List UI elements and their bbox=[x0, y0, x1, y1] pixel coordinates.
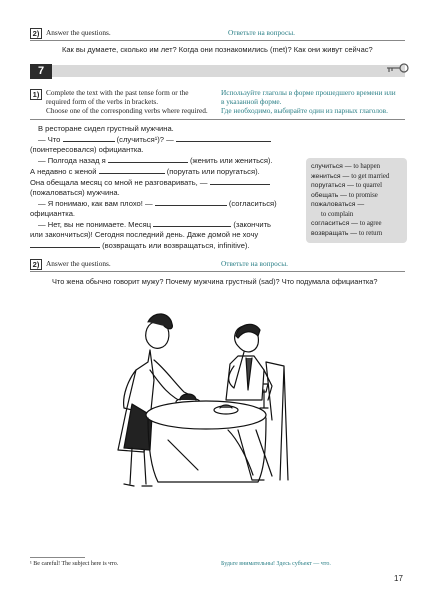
answer-blank[interactable] bbox=[153, 219, 231, 227]
lesson-number: 7 bbox=[30, 64, 52, 79]
text-line: (возвращать или возвращаться, infinitive). bbox=[30, 240, 298, 251]
footnote-divider bbox=[30, 557, 85, 558]
divider bbox=[30, 119, 405, 120]
instruction-ru: Ответьте на вопросы. bbox=[228, 28, 295, 37]
vocab-entry: согласиться — to agree bbox=[311, 220, 382, 227]
answer-blank[interactable] bbox=[155, 198, 227, 206]
vocab-entry: поругаться — to quarrel bbox=[311, 182, 383, 189]
answer-blank[interactable] bbox=[176, 134, 271, 142]
page-number: 17 bbox=[394, 574, 403, 583]
divider bbox=[30, 40, 405, 41]
answer-blank[interactable] bbox=[210, 177, 270, 185]
answer-blank[interactable] bbox=[99, 166, 165, 174]
footnote-en: ¹ Be careful! The subject here is что. bbox=[30, 561, 119, 567]
vocab-entry: возвращать — to return bbox=[311, 229, 383, 237]
text-line: В ресторане сидел грустный мужчина. bbox=[38, 124, 174, 133]
text-line: — Я понимаю, как вам плохо! — (согласиться) bbox=[38, 199, 277, 208]
key-icon bbox=[385, 62, 409, 74]
instruction-en: Answer the questions. bbox=[46, 259, 111, 268]
vocab-entry: случиться — to happen bbox=[311, 163, 381, 170]
text-line: (пожаловаться) мужчина. bbox=[30, 188, 120, 197]
vocab-entry: пожаловаться — bbox=[311, 201, 365, 208]
vocabulary-box bbox=[306, 158, 407, 243]
text-line: — Что (случиться¹)? — bbox=[30, 134, 298, 145]
answer-blank[interactable] bbox=[108, 155, 188, 163]
vocab-entry: to complain bbox=[321, 210, 354, 218]
text-line: А недавно с женой (поругать или поругаться). bbox=[30, 167, 260, 176]
vocab-entry: обещать — to promise bbox=[311, 191, 378, 199]
restaurant-illustration bbox=[88, 300, 308, 505]
text-line: (поинтересовался) официантка. bbox=[30, 145, 144, 154]
exercise-text bbox=[30, 124, 298, 251]
text-line: официантка. bbox=[30, 209, 76, 218]
task-number-badge: 2) bbox=[30, 259, 42, 270]
questions-text: Что жена обычно говорит мужу? Почему мужчина грустный (sad)? Что подумала официантка? bbox=[52, 277, 378, 286]
vocab-entry: жениться — to get married bbox=[311, 172, 390, 180]
questions-text: Как вы думаете, сколько им лет? Когда они познакомились (met)? Как они живут сейчас? bbox=[62, 45, 373, 54]
answer-blank[interactable] bbox=[30, 240, 100, 248]
instruction-en: Answer the questions. bbox=[46, 28, 111, 37]
divider bbox=[30, 271, 405, 272]
instruction-en: Complete the text with the past tense form or the required form of the verbs in brackets. Choose one of the corresponding verbs where required. bbox=[46, 88, 208, 115]
footnote-ru: Будьте внимательны! Здесь субъект — что. bbox=[221, 561, 331, 567]
instruction-ru: Ответьте на вопросы. bbox=[221, 259, 288, 268]
text-line: — Полгода назад я (женить или жениться). bbox=[38, 156, 273, 165]
task-number-badge: 1) bbox=[30, 89, 42, 100]
instruction-ru: Используйте глаголы в форме прошедшего времени или в указанной форме. Где необходимо, выбирайте один из парных глаголов. bbox=[221, 88, 396, 115]
text-line: — Нет, вы не понимаете. Месяц (закончить bbox=[38, 220, 272, 229]
task-number-badge: 2) bbox=[30, 28, 42, 39]
answer-blank[interactable] bbox=[63, 134, 115, 142]
text-line: Она обещала месяц со мной не разговаривать, — bbox=[30, 177, 298, 188]
text-line: или закончиться)! Сегодня последний день. Даже домой не хочу bbox=[30, 230, 259, 239]
lesson-header-bar bbox=[30, 65, 405, 77]
